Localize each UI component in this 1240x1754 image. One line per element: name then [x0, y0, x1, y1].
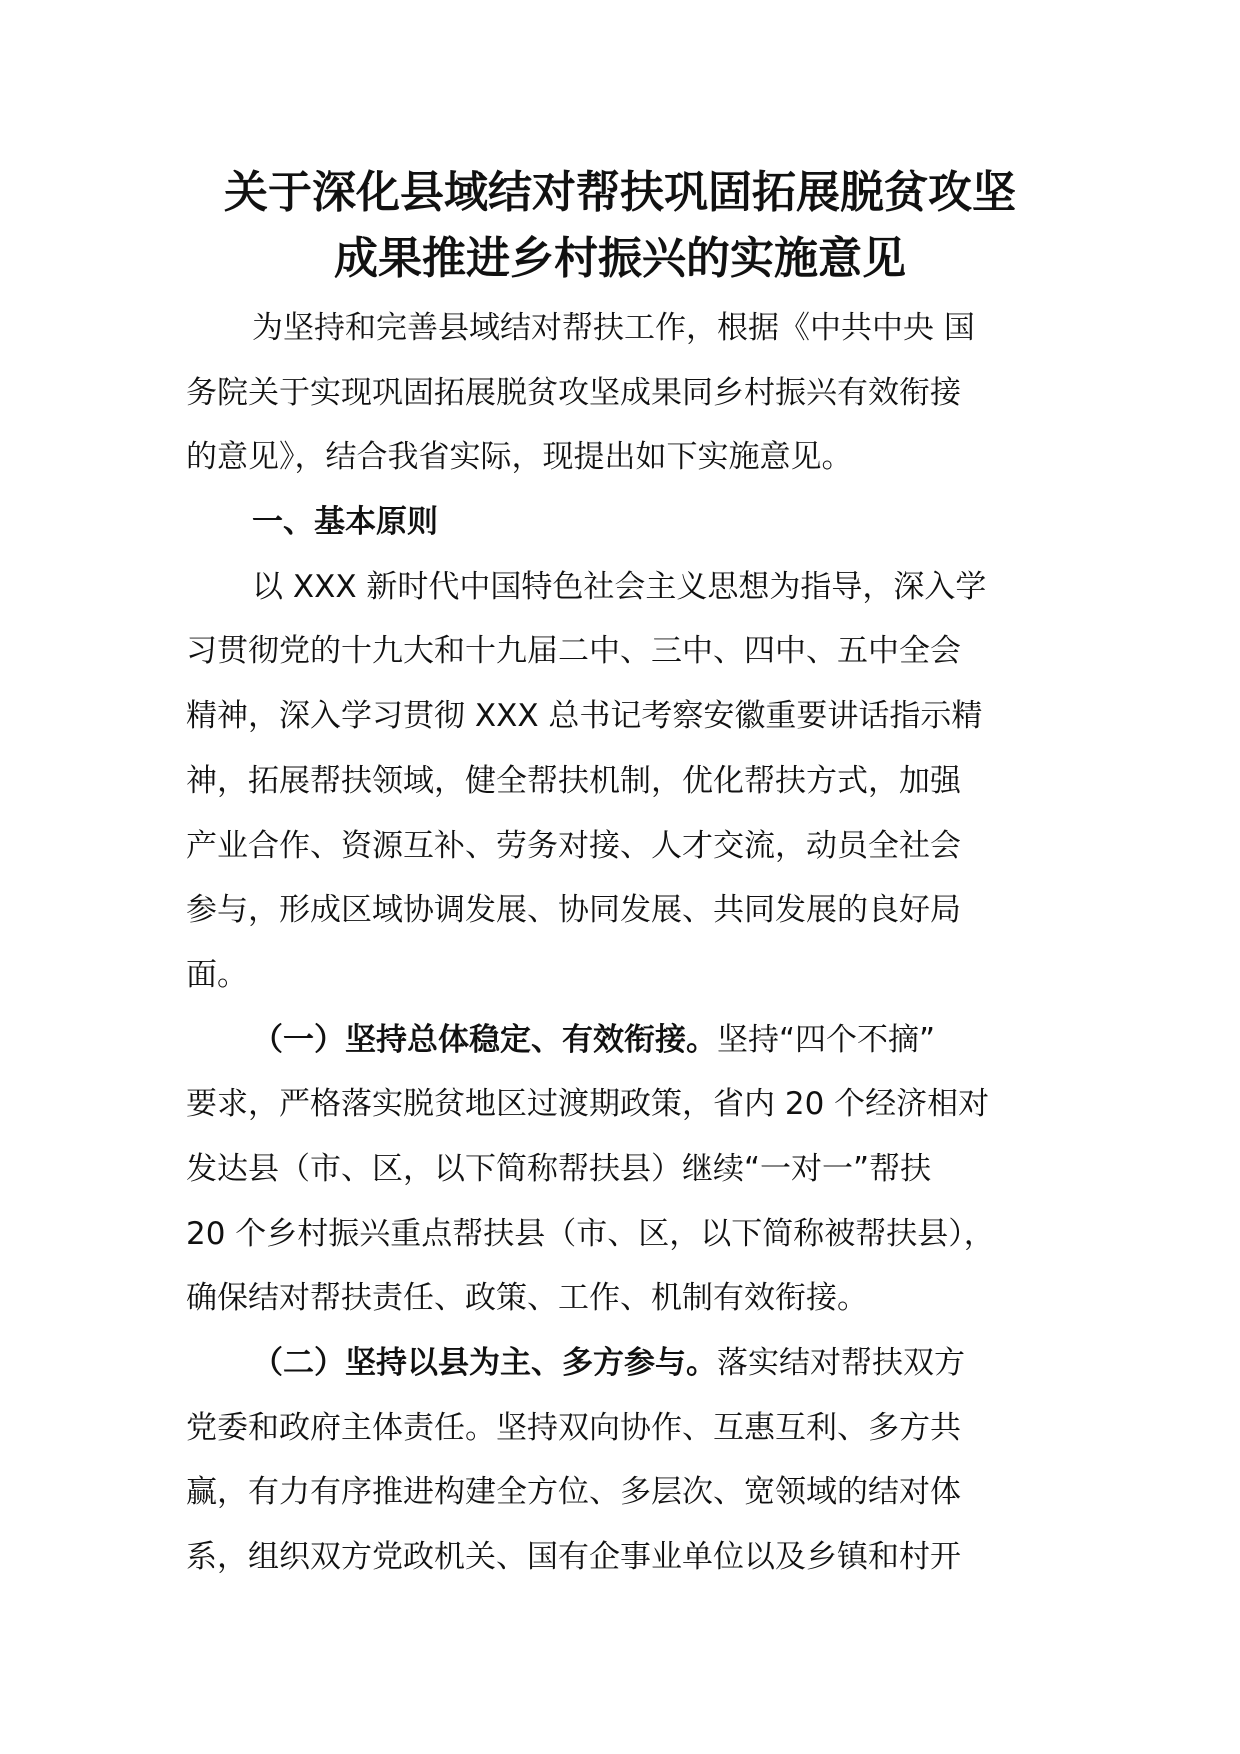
title-line-1: 关于深化县域结对帮扶巩固拓展脱贫攻坚 — [224, 167, 1016, 218]
section1-line-3: 精神，深入学习贯彻 XXX 总书记考察安徽重要讲话指示精 — [186, 698, 983, 735]
item1-first-text: 坚持“四个不摘” — [717, 1021, 936, 1058]
item1-line-5: 确保结对帮扶责任、政策、工作、机制有效衔接。 — [186, 1280, 868, 1317]
item1-line-4: 20 个乡村振兴重点帮扶县（市、区，以下简称被帮扶县）， — [186, 1215, 995, 1252]
document-body — [186, 296, 1066, 1590]
title-line-2: 成果推进乡村振兴的实施意见 — [334, 233, 906, 284]
item2-line-4: 系，组织双方党政机关、国有企事业单位以及乡镇和村开 — [186, 1539, 961, 1576]
item2-heading: （二）坚持以县为主、多方参与。 — [252, 1345, 717, 1381]
intro-line-3: 的意见》，结合我省实际，现提出如下实施意见。 — [186, 439, 853, 476]
intro-line-2: 务院关于实现巩固拓展脱贫攻坚成果同乡村振兴有效衔接 — [186, 374, 961, 411]
section1-line-4: 神，拓展帮扶领域，健全帮扶机制，优化帮扶方式，加强 — [186, 762, 961, 799]
item2-first-text: 落实结对帮扶双方 — [717, 1345, 965, 1381]
section1-line-7: 面。 — [186, 956, 248, 993]
section1-line-2: 习贯彻党的十九大和十九届二中、三中、四中、五中全会 — [186, 633, 961, 670]
item2-line-2: 党委和政府主体责任。坚持双向协作、互惠互利、多方共 — [186, 1409, 961, 1446]
item1-heading: （一）坚持总体稳定、有效衔接。 — [252, 1021, 717, 1058]
intro-line-1: 为坚持和完善县域结对帮扶工作，根据《中共中央 国 — [252, 310, 975, 346]
item1-line-2: 要求，严格落实脱贫地区过渡期政策，省内 20 个经济相对 — [186, 1086, 990, 1123]
item2-first-line — [186, 1331, 1066, 1396]
section1-line-5: 产业合作、资源互补、劳务对接、人才交流，动员全社会 — [186, 827, 961, 864]
item1-line-3: 发达县（市、区，以下简称帮扶县）继续“一对一”帮扶 — [186, 1150, 932, 1187]
section1-line-1: 以 XXX 新时代中国特色社会主义思想为指导，深入学 — [252, 568, 987, 605]
document-title — [150, 160, 1090, 292]
item2-line-3: 赢，有力有序推进构建全方位、多层次、宽领域的结对体 — [186, 1474, 961, 1511]
section1-line-6: 参与，形成区域协调发展、协同发展、共同发展的良好局 — [186, 892, 961, 929]
item1-first-line — [186, 1008, 1066, 1073]
section-heading-basic-principles: 一、基本原则 — [252, 504, 438, 541]
